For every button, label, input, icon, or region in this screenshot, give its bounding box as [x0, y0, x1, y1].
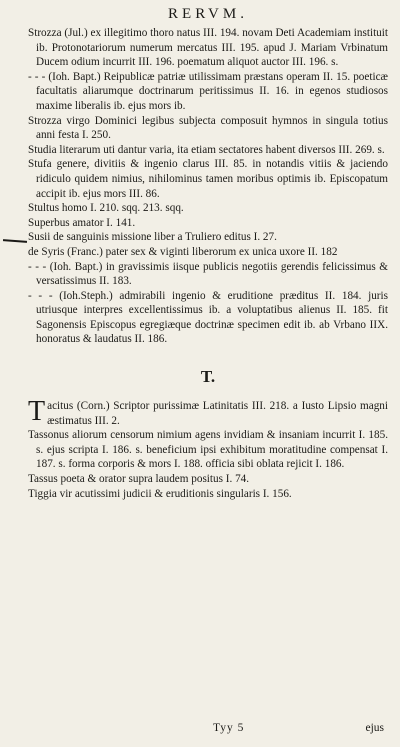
- index-entry: Susii de sanguinis missione liber a Truliero editus I. 27.: [28, 231, 277, 244]
- page-footer: [28, 722, 388, 738]
- index-section-s: [28, 26, 388, 347]
- index-entry: Tiggia vir acutissimi judicii & eruditionis singularis I. 156.: [28, 487, 292, 500]
- index-section-t: [28, 396, 388, 501]
- margin-ink-mark: [3, 239, 27, 243]
- index-entry: Studia literarum uti dantur varia, ita etiam sectatores habent diversos III. 269. s.: [28, 143, 385, 156]
- signature-mark: Tyy 5: [213, 722, 245, 734]
- index-entry: - - - (Ioh. Bapt.) in gravissimis iisque publicis negotiis gerendis felicissimus & versatissimus II. 183.: [28, 260, 388, 288]
- section-heading-t: T.: [200, 367, 216, 387]
- catchword: ejus: [365, 722, 384, 734]
- running-head: RERVM.: [168, 6, 248, 22]
- index-entry: Tassus poeta & orator supra laudem positus I. 74.: [28, 473, 250, 486]
- index-entry: [28, 396, 388, 428]
- index-entry: - - - (Ioh.Steph.) admirabili ingenio & eruditione præditus II. 184. juris utriusque interpres excellentissimus ib. a voluptatibus alienus II. 185. fit Sagonensis Episcopus egregiæque doctrinæ specimen edit ib. ab Vrbano IIX. honoratus & laudatus II. 186.: [28, 289, 388, 346]
- index-entry: Strozza virgo Dominici legibus subjecta composuit hymnos in singula totius anni festa I. 250.: [28, 114, 388, 142]
- index-entry-text: acitus (Corn.) Scriptor purissimæ Latinitatis III. 218. a Iusto Lipsio magni æstimatus III. 2.: [47, 400, 388, 427]
- drop-cap: T: [28, 396, 46, 428]
- index-entry: Superbus amator I. 141.: [28, 216, 136, 229]
- index-entry: Strozza (Jul.) ex illegitimo thoro natus III. 194. novam Deti Academiam instituit ib. Protonotariorum numerum mercatus III. 195. apud J. Mariam Vrbinatum Ducem odium incurrit III. 196. poematum aliquot auctor III. 196. s.: [28, 27, 388, 69]
- index-entry: de Syris (Franc.) pater sex & viginti liberorum ex unica uxore II. 182: [28, 245, 338, 258]
- index-entry: - - - (Ioh. Bapt.) Reipublicæ patriæ utilissimam præstans operam II. 15. poeticæ facultatis aliarumque doctrinarum peritissimus II. 16. in egenos studiosos maxime liberalis ib. ejus mors ib.: [28, 70, 388, 112]
- index-entry: Stultus homo I. 210. sqq. 213. sqq.: [28, 202, 184, 215]
- index-entry: Stufa genere, divitiis & ingenio clarus III. 85. in notandis vitiis & jaciendo ridiculo quidem nimius, nihilominus tamen moribus optimis ib. Episcopatum accipit ib. ejus mors III. 86.: [28, 158, 388, 200]
- book-page: [28, 0, 388, 747]
- index-entry: Tassonus aliorum censorum nimium agens invidiam & insaniam incurrit I. 185. s. ejus scripta I. 186. s. beneficium ipsi exhibitum moratitudine compensat I. 187. s. forma corporis & mors I. 188. officia sibi oblata rejicit I. 186.: [28, 429, 388, 471]
